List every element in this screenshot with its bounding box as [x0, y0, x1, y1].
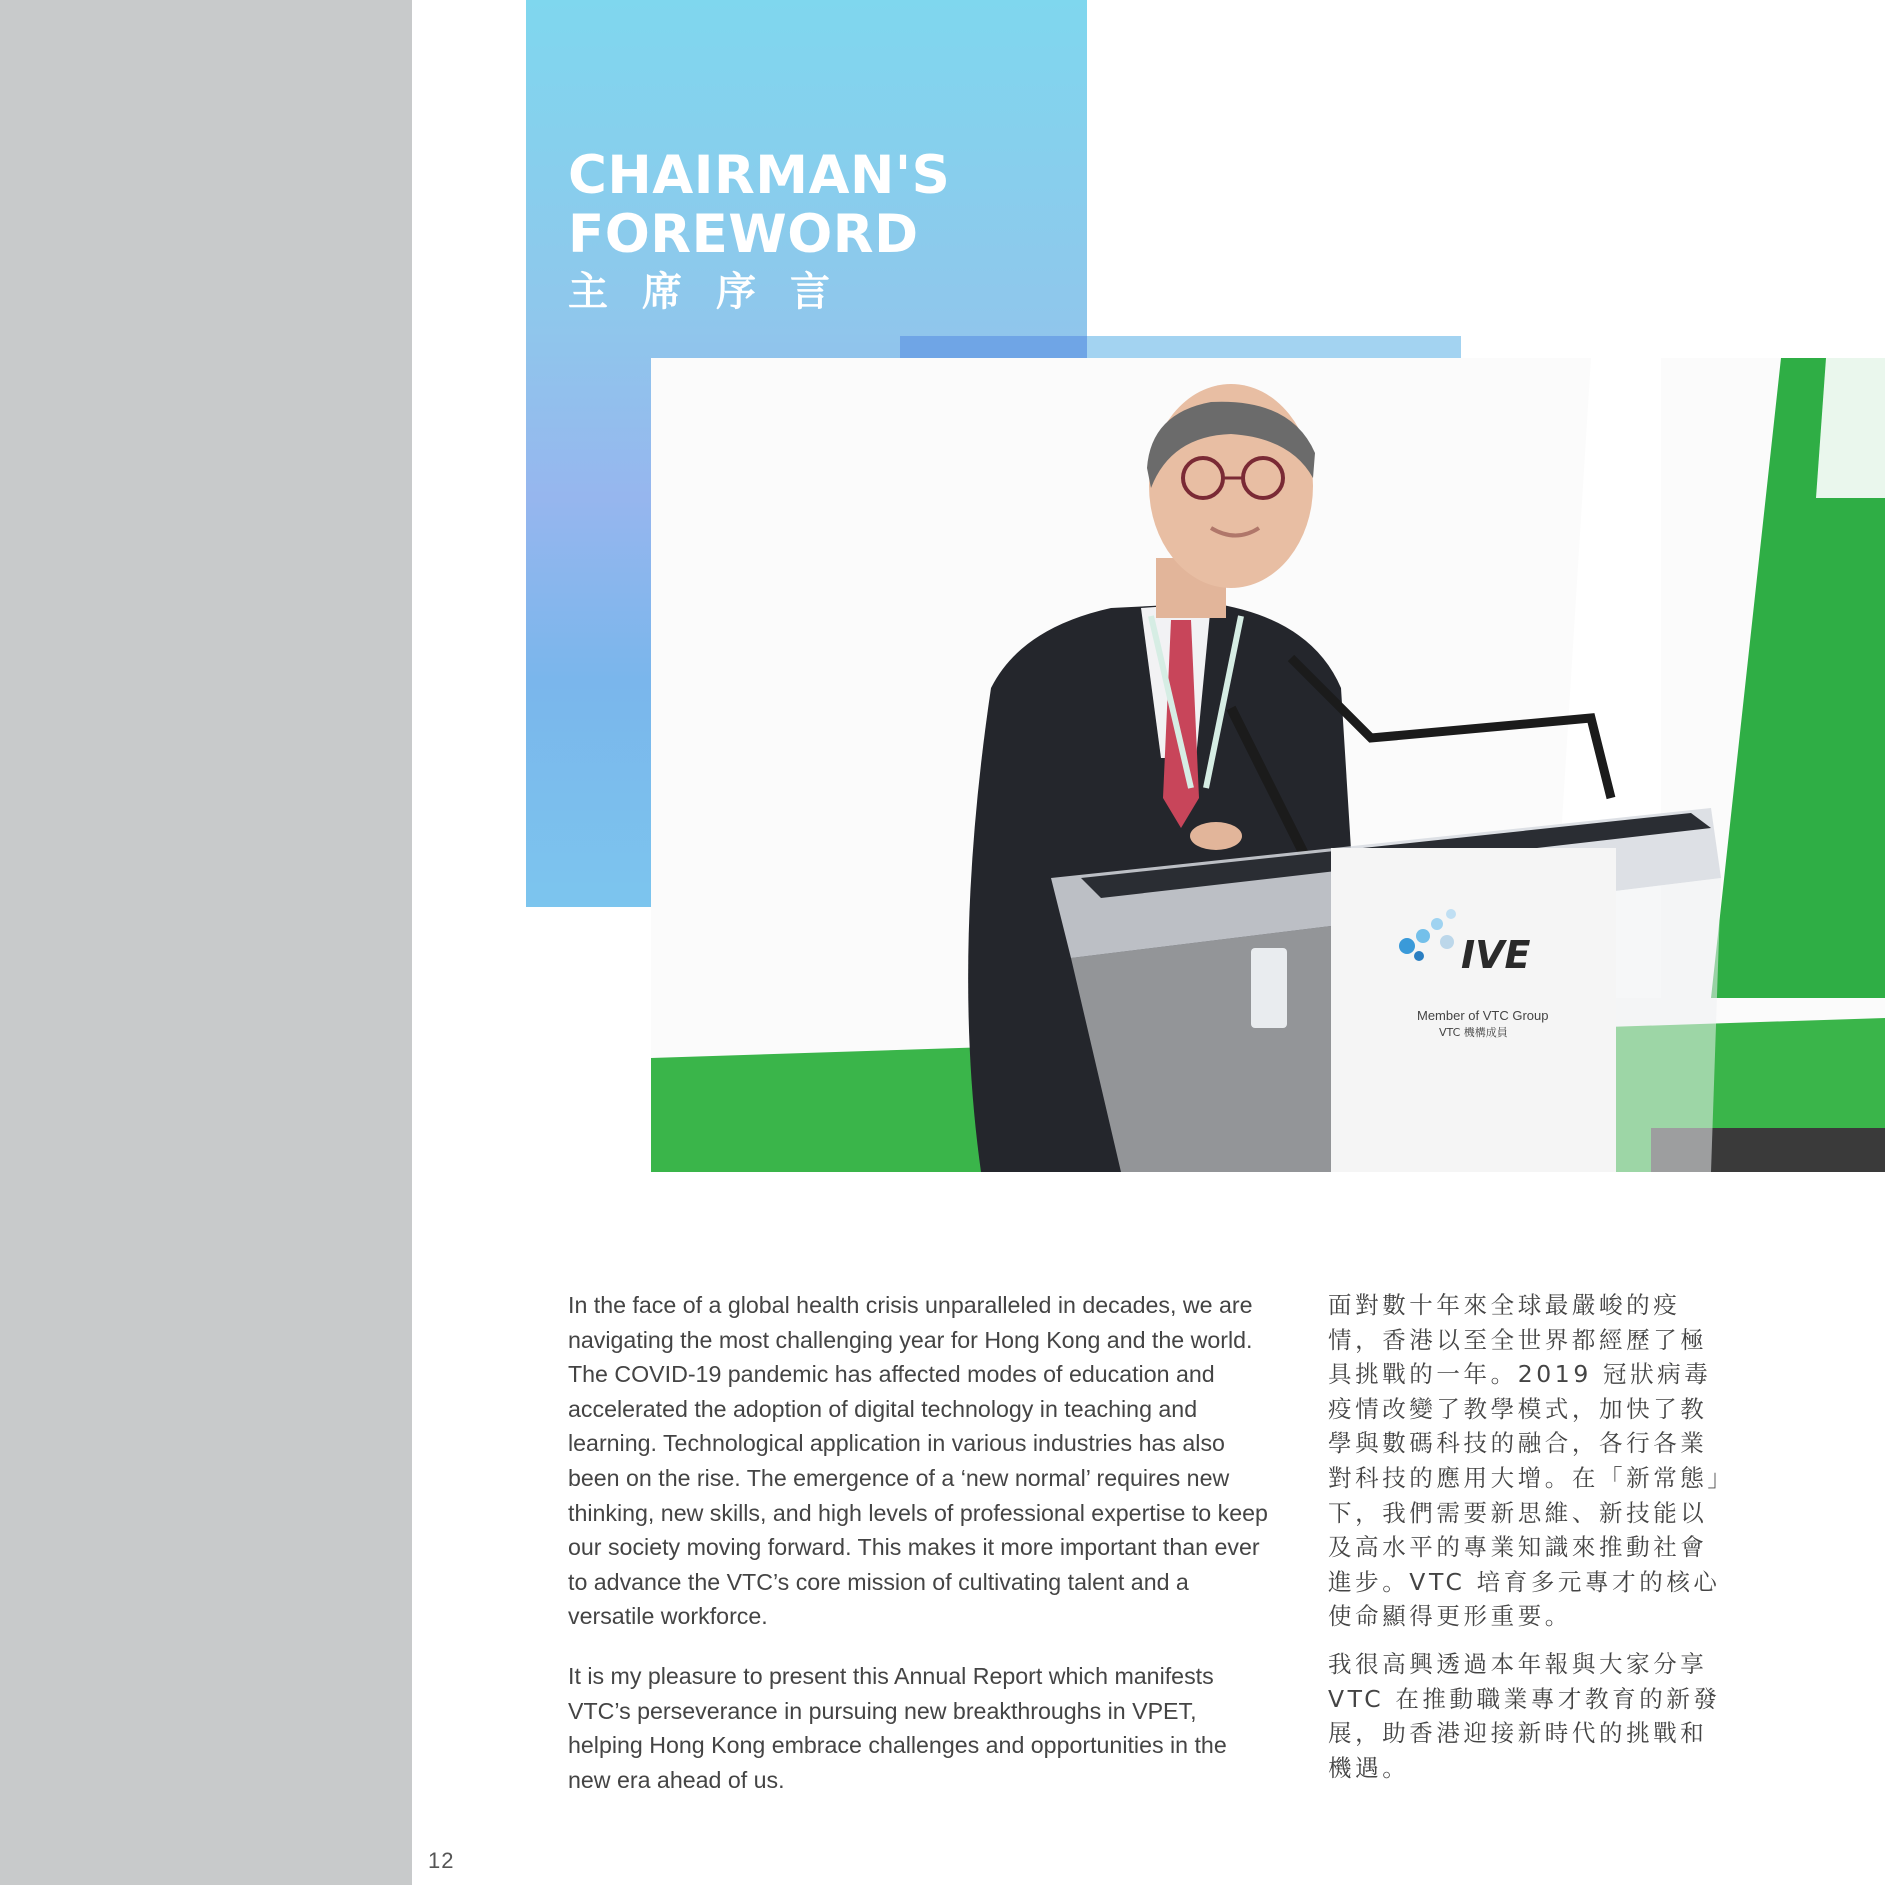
- chairman-photo: [651, 358, 1885, 1172]
- title-english-line2: FOREWORD: [568, 204, 919, 265]
- english-paragraph-2: It is my pleasure to present this Annual Report which manifests VTC’s perseverance in pursuing new breakthroughs in VPET, helping Hong Kong embrace challenges and opportunities in the new era ahead of us.: [568, 1662, 1227, 1793]
- chinese-paragraph-1: 面對數十年來全球最嚴峻的疫情，香港以至全世界都經歷了極具挑戰的一年。2019 冠狀病毒疫情改變了教學模式，加快了教學與數碼科技的融合，各行各業對科技的應用大增。在「新常態」下，我們需要新思維、新技能以及高水平的專業知識來推動社會進步。VTC 培育多元專才的核心使命顯得更形重要。: [1328, 1291, 1723, 1631]
- page-number: 12: [428, 1848, 455, 1873]
- foreword-chinese: [1328, 1288, 1726, 1798]
- chinese-paragraph-2: 我很高興透過本年報與大家分享 VTC 在推動職業專才教育的新發展，助香港迎接新時代的挑戰和機遇。: [1328, 1649, 1721, 1782]
- podium-member-text: Member of VTC Group: [1417, 1008, 1549, 1023]
- title-chinese: 主席序言: [568, 270, 864, 314]
- english-paragraph-1: In the face of a global health crisis unparalleled in decades, we are navigating the most challenging year for Hong Kong and the world. The COVID-19 pandemic has affected modes of education and accelerated the adoption of digital technology in teaching and learning. Technological application in various industries has also been on the rise. The emergence of a ‘new normal’ requires new thinking, new skills, and high levels of professional expertise to keep our society moving forward. This makes it more important than ever to advance the VTC’s core mission of cultivating talent and a versatile workforce.: [568, 1292, 1268, 1630]
- foreword-english: [568, 1288, 1268, 1822]
- podium-logo-text: IVE: [1461, 933, 1531, 977]
- accent-bar-dark: [900, 336, 1087, 358]
- page-title: [568, 146, 950, 316]
- left-side-band: [0, 0, 412, 1885]
- title-english-line1: CHAIRMAN'S: [568, 145, 951, 206]
- podium-member-zh: VTC 機構成員: [1439, 1026, 1508, 1039]
